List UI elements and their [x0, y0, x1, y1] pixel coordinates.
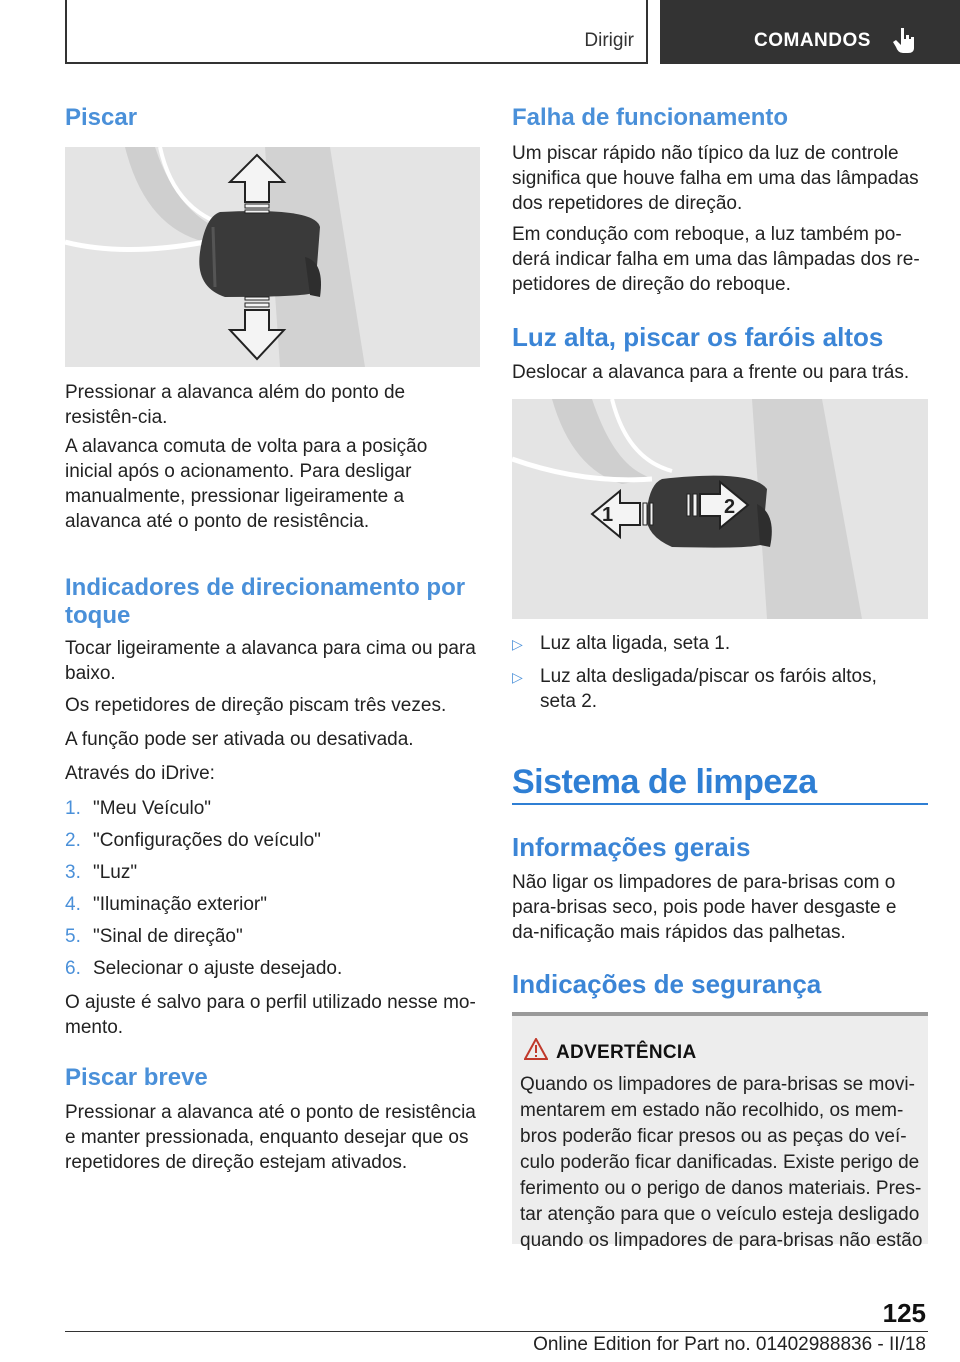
heading-indicadores-toque: Indicadores de direcionamento por toque [65, 574, 466, 629]
paragraph-hold-lever: Pressionar a alavanca até o ponto de resistência e manter pressionada, enquanto desejar que os repetidores de direção estejam ativados. [65, 1102, 476, 1173]
warning-box [512, 1012, 928, 1251]
step-item [65, 892, 480, 917]
step-number: 5. [65, 926, 81, 947]
heading-piscar: Piscar [65, 104, 138, 131]
turn-signal-lever-image [65, 147, 480, 367]
warning-title: ADVERTÊNCIA [556, 1042, 697, 1063]
hand-pointer-icon [892, 26, 918, 54]
step-number: 2. [65, 830, 81, 851]
bullet-triangle-icon: ▷ [512, 669, 523, 685]
heading-indicacoes-seguranca: Indicações de segurança [512, 969, 822, 999]
step-number: 1. [65, 798, 81, 819]
step-item [65, 956, 480, 981]
bullet-text: Luz alta desligada/piscar os faróis altos, seta 2. [540, 666, 877, 712]
high-beam-lever-image [512, 399, 928, 619]
bullet-item [512, 631, 928, 656]
step-item [65, 860, 480, 885]
bullet-item [512, 664, 928, 714]
footer-edition: Online Edition for Part no. 01402988836 - II/18 [533, 1334, 926, 1355]
paragraph-wipers-dry: Não ligar os limpadores de para-brisas com o para-brisas seco, pois pode haver desgaste e da-nificação mais rápidos das palhetas. [512, 872, 897, 943]
page-number: 125 [882, 1298, 926, 1328]
step-text: "Configurações do veículo" [93, 830, 321, 851]
warning-triangle-icon [524, 1038, 548, 1060]
arrow-label-2: 2 [724, 496, 736, 518]
turn-signal-lever-illustration [65, 147, 480, 367]
header-section-label: Dirigir [584, 30, 634, 51]
heading-luz-alta: Luz alta, piscar os faróis altos [512, 322, 884, 352]
header-section-box [65, 0, 648, 64]
paragraph-fast-blink: Um piscar rápido não típico da luz de controle significa que houve falha em uma das lâmpadas dos repetidores de direção. [512, 143, 919, 214]
header-chapter-tab [660, 0, 960, 64]
step-item [65, 796, 480, 821]
heading-sistema-limpeza: Sistema de limpeza [512, 763, 817, 801]
paragraph-blink-three: Os repetidores de direção piscam três vezes. [65, 695, 447, 716]
arrow-label-1: 1 [602, 504, 614, 526]
paragraph-via-idrive: Através do iDrive: [65, 763, 215, 784]
section-divider [512, 803, 928, 805]
step-number: 6. [65, 958, 81, 979]
step-text: "Luz" [93, 862, 138, 883]
paragraph-setting-saved: O ajuste é salvo para o perfil utilizado nesse mo-mento. [65, 992, 476, 1038]
bullet-triangle-icon: ▷ [512, 636, 523, 652]
paragraph-tap-lever: Tocar ligeiramente a alavanca para cima ou para baixo. [65, 638, 476, 684]
step-text: Selecionar o ajuste desejado. [93, 958, 343, 979]
step-text: "Meu Veículo" [93, 798, 212, 819]
step-text: "Sinal de direção" [93, 926, 243, 947]
heading-informacoes-gerais: Informações gerais [512, 832, 751, 862]
step-item [65, 828, 480, 853]
step-item [65, 924, 480, 949]
paragraph-press-beyond: Pressionar a alavanca além do ponto de resistên-cia. [65, 382, 406, 428]
warning-text: Quando os limpadores de para-brisas se movi-mentarem em estado não recolhido, os mem-bros poderão ficar presos ou as peças do veí-culo poderão ficar danificadas. Existe perigo de ferimento ou o perigo de danos materiais. Pres-tar atenção para que o veículo esteja desligado quando os limpadores de para-brisas não estão [520, 1074, 923, 1251]
step-text: "Iluminação exterior" [93, 894, 268, 915]
paragraph-lever-returns: A alavanca comuta de volta para a posição inicial após o acionamento. Para desligar manualmente, pressionar ligeiramente a alavanca até o ponto de resistência. [65, 436, 428, 532]
high-beam-lever-illustration [512, 399, 928, 619]
paragraph-function-toggle: A função pode ser ativada ou desativada. [65, 729, 414, 750]
footer-divider [65, 1331, 928, 1332]
heading-piscar-breve: Piscar breve [65, 1064, 208, 1091]
paragraph-move-lever: Deslocar a alavanca para a frente ou para trás. [512, 362, 910, 383]
paragraph-trailer: Em condução com reboque, a luz também po-derá indicar falha em uma das lâmpadas dos re-petidores de direção do reboque. [512, 224, 920, 295]
step-number: 4. [65, 894, 81, 915]
heading-falha-funcionamento: Falha de funcionamento [512, 104, 789, 131]
header-chapter-label: COMANDOS [754, 30, 871, 51]
step-number: 3. [65, 862, 81, 883]
bullet-text: Luz alta ligada, seta 1. [540, 633, 731, 654]
